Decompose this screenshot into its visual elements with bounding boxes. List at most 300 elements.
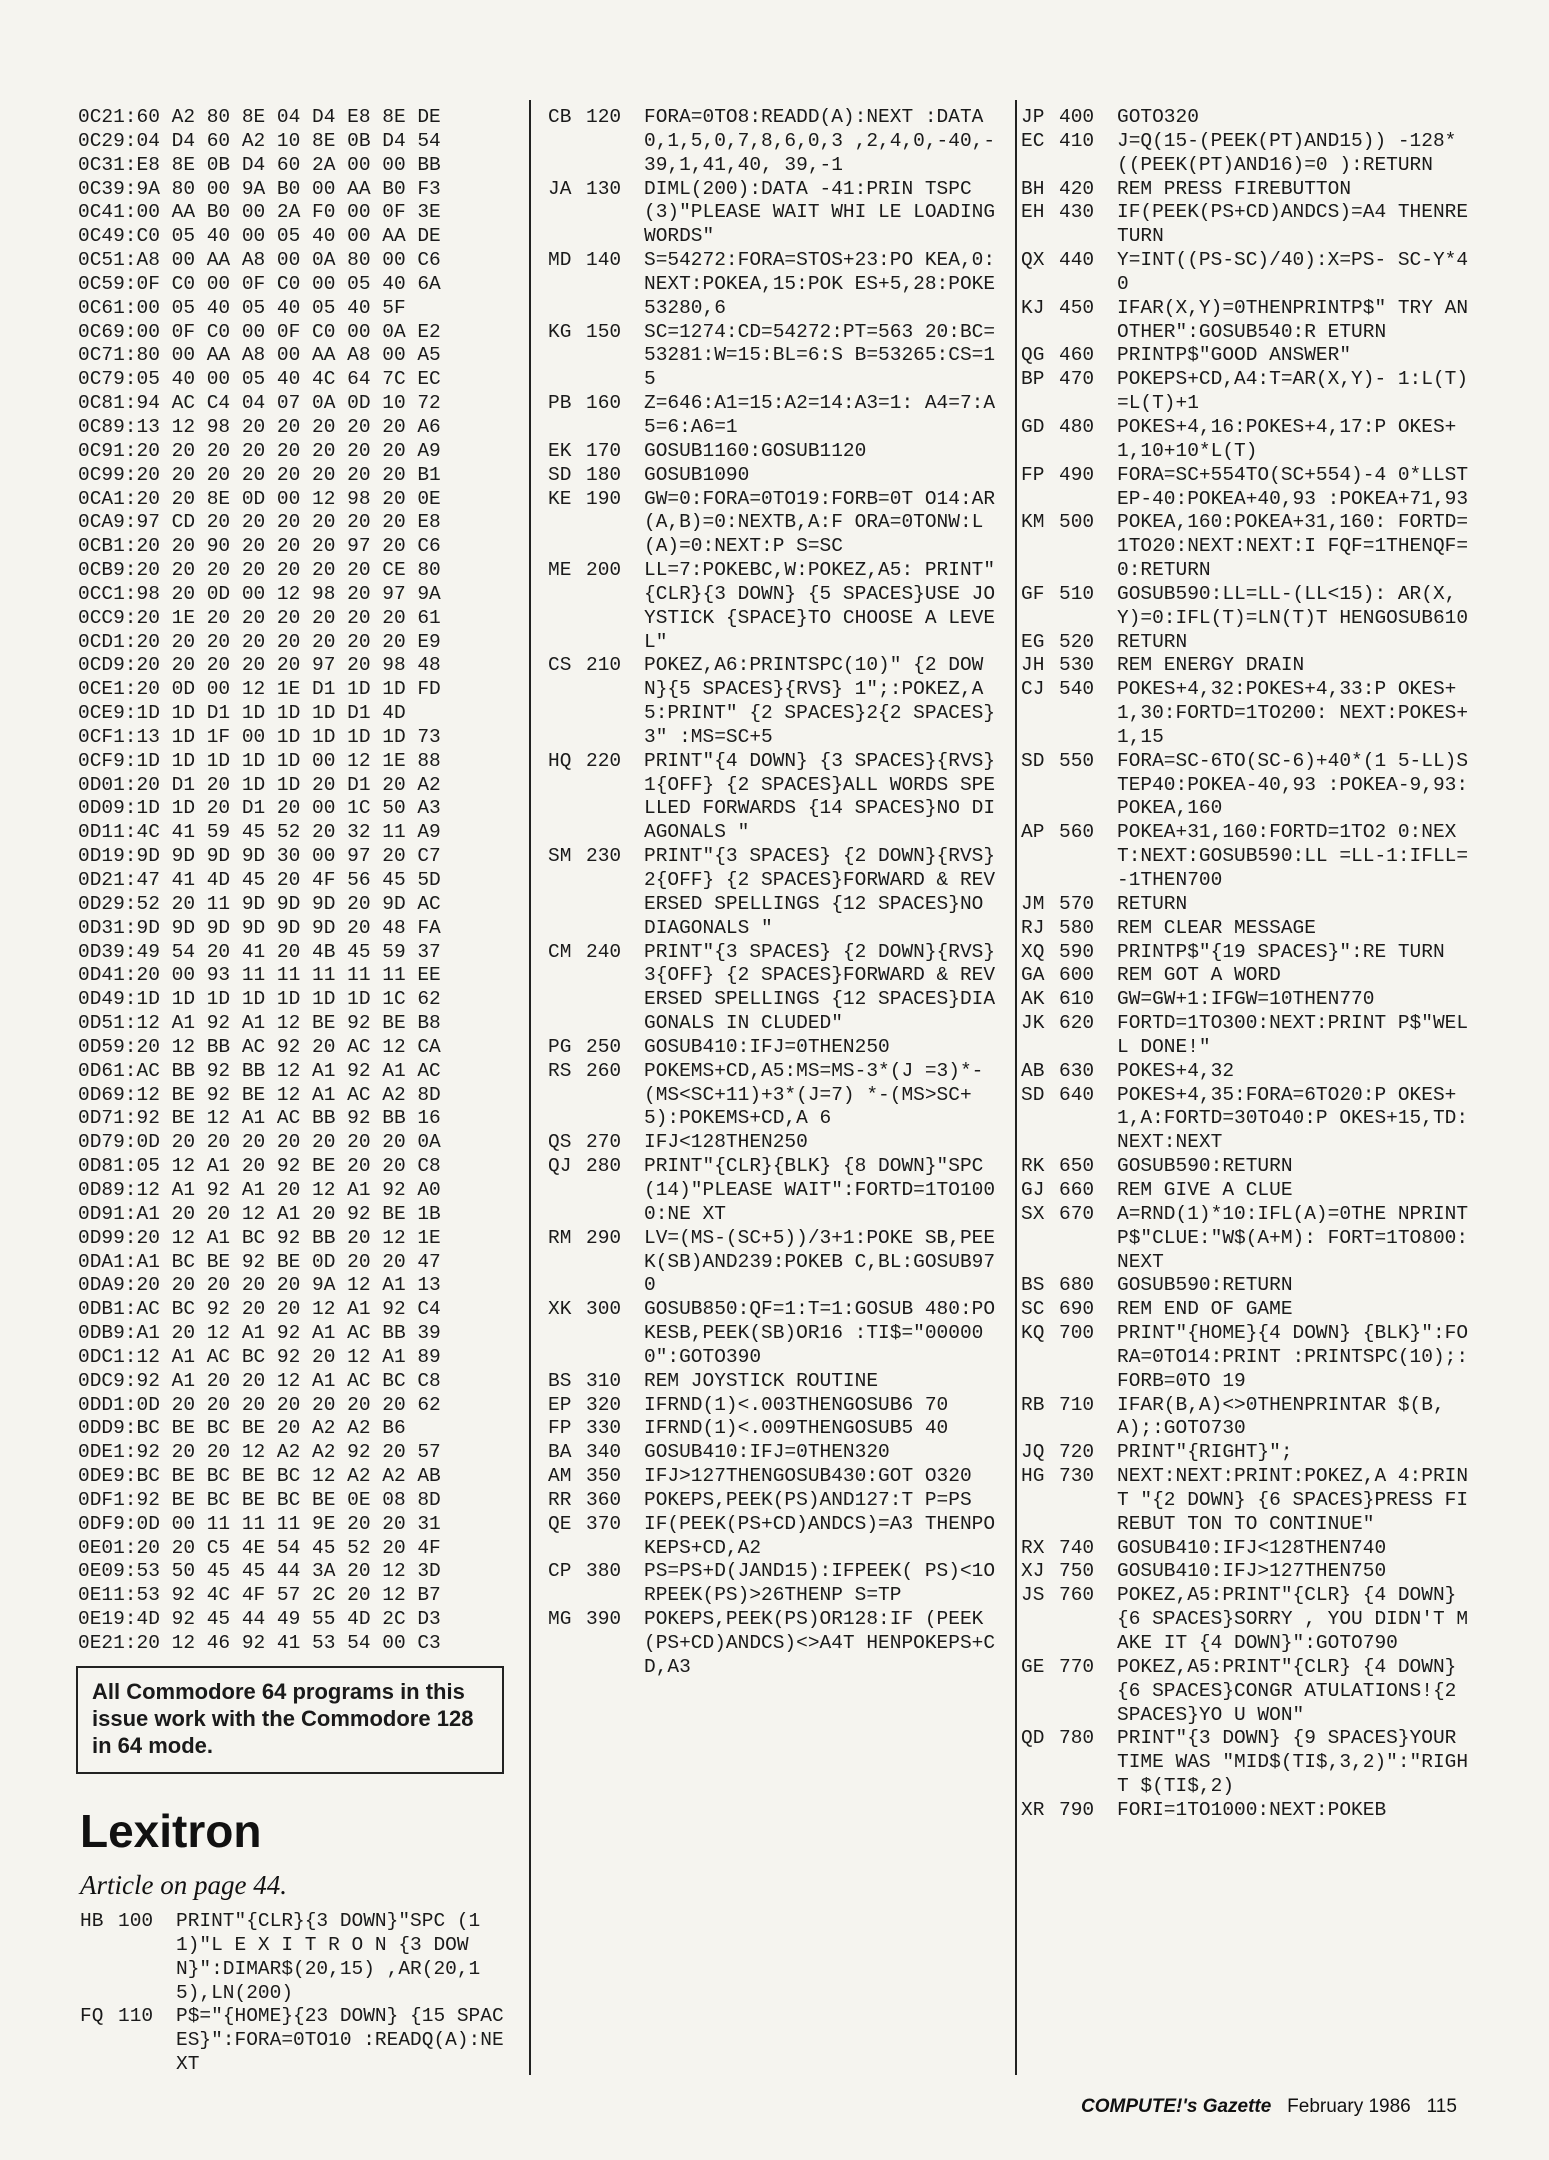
listing-line bbox=[1021, 511, 1476, 583]
line-code: FORA=0TO8:READD(A):NEXT :DATA 0,1,5,0,7,8,6,0,3 ,2,4,0,-40,-39,1,41,40, 39,-1 bbox=[644, 106, 996, 176]
checksum: SM bbox=[548, 845, 572, 868]
line-number: 190 bbox=[586, 487, 622, 510]
hex-dump-line: 0DE1:92 20 20 12 A2 A2 92 20 57 bbox=[78, 1441, 441, 1464]
line-number: 130 bbox=[586, 177, 622, 200]
line-number: 400 bbox=[1059, 106, 1095, 128]
hex-dump-line: 0C59:0F C0 00 0F C0 00 05 40 6A bbox=[78, 272, 441, 295]
line-number: 100 bbox=[118, 1910, 154, 1932]
listing-line bbox=[1021, 678, 1476, 750]
line-code: REM JOYSTICK ROUTINE bbox=[644, 1369, 879, 1392]
line-number: 330 bbox=[586, 1417, 622, 1440]
line-code: FORTD=1TO300:NEXT:PRINT P$"WELL DONE!" bbox=[1117, 1012, 1469, 1058]
listing-line bbox=[1021, 1203, 1476, 1275]
line-number: 570 bbox=[1059, 892, 1095, 915]
checksum: QS bbox=[548, 1131, 572, 1154]
listing-line bbox=[1021, 583, 1476, 631]
line-number: 730 bbox=[1059, 1465, 1095, 1488]
line-number: 750 bbox=[1059, 1560, 1095, 1583]
hex-dump bbox=[78, 106, 513, 1656]
line-number: 440 bbox=[1059, 249, 1095, 272]
hex-dump-line: 0C51:A8 00 AA A8 00 0A 80 00 C6 bbox=[78, 249, 441, 272]
checksum: HQ bbox=[548, 749, 572, 772]
hex-dump-line: 0E21:20 12 46 92 41 53 54 00 C3 bbox=[78, 1632, 441, 1654]
line-code: POKEZ,A6:PRINTSPC(10)" {2 DOWN}{5 SPACES}{RVS} 1";:POKEZ,A5:PRINT" {2 SPACES}2{2 SPACES}3" :MS=SC+5 bbox=[644, 654, 996, 748]
line-number: 780 bbox=[1059, 1727, 1095, 1750]
line-code: POKES+4,16:POKES+4,17:P OKES+1,10+10*L(T) bbox=[1117, 415, 1457, 462]
line-code: IF(PEEK(PS+CD)ANDCS)=A4 THENRETURN bbox=[1117, 201, 1469, 248]
line-code: POKEA+31,160:FORTD=1TO2 0:NEXT:NEXT:GOSUB590:LL =LL-1:IFLL=-1THEN700 bbox=[1117, 821, 1469, 891]
listing-line bbox=[548, 1608, 1000, 1680]
line-code: POKEA,160:POKEA+31,160: FORTD=1TO20:NEXT:NEXT:I FQF=1THENQF=0:RETURN bbox=[1117, 511, 1469, 582]
checksum: JA bbox=[548, 177, 572, 200]
listing-line bbox=[1021, 1727, 1476, 1799]
line-number: 350 bbox=[586, 1465, 622, 1488]
hex-dump-line: 0D91:A1 20 20 12 A1 20 92 BE 1B bbox=[78, 1202, 441, 1225]
line-code: J=Q(15-(PEEK(PT)AND15)) -128*((PEEK(PT)AND16)=0 ):RETURN bbox=[1117, 129, 1457, 176]
hex-dump-line: 0D01:20 D1 20 1D 1D 20 D1 20 A2 bbox=[78, 773, 441, 796]
hex-dump-line: 0C61:00 05 40 05 40 05 40 5F bbox=[78, 296, 406, 319]
hex-dump-line: 0D61:AC BB 92 BB 12 A1 92 A1 AC bbox=[78, 1059, 441, 1082]
hex-dump-line: 0DD1:0D 20 20 20 20 20 20 20 62 bbox=[78, 1393, 441, 1416]
line-number: 380 bbox=[586, 1560, 622, 1583]
hex-dump-line: 0C21:60 A2 80 8E 04 D4 E8 8E DE bbox=[78, 106, 441, 128]
line-number: 490 bbox=[1059, 463, 1095, 486]
line-number: 300 bbox=[586, 1298, 622, 1321]
hex-dump-line: 0E09:53 50 45 45 44 3A 20 12 3D bbox=[78, 1560, 441, 1583]
line-code: POKEZ,A5:PRINT"{CLR} {4 DOWN}{6 SPACES}SORRY , YOU DIDN'T MAKE IT {4 DOWN}":GOTO790 bbox=[1117, 1584, 1469, 1654]
line-number: 690 bbox=[1059, 1298, 1095, 1321]
checksum: XQ bbox=[1021, 940, 1045, 963]
line-code: POKES+4,32:POKES+4,33:P OKES+1,30:FORTD=1TO200: NEXT:POKES+1,15 bbox=[1117, 678, 1469, 748]
line-code: GOSUB410:IFJ=0THEN320 bbox=[644, 1441, 890, 1464]
line-number: 460 bbox=[1059, 344, 1095, 367]
line-code: POKEMS+CD,A5:MS=MS-3*(J =3)*-(MS<SC+11)+3*(J=7) *-(MS>SC+5):POKEMS+CD,A 6 bbox=[644, 1059, 984, 1130]
line-code: GOSUB590:LL=LL-(LL<15): AR(X,Y)=0:IFL(T)=LN(T)T HENGOSUB610 bbox=[1117, 582, 1469, 629]
line-code: GOSUB410:IFJ=0THEN250 bbox=[644, 1035, 890, 1058]
hex-dump-line: 0D79:0D 20 20 20 20 20 20 20 0A bbox=[78, 1131, 441, 1154]
checksum: XR bbox=[1021, 1798, 1045, 1821]
hex-dump-line: 0C31:E8 8E 0B D4 60 2A 00 00 BB bbox=[78, 153, 441, 176]
hex-dump-line: 0DA9:20 20 20 20 20 9A 12 A1 13 bbox=[78, 1274, 441, 1297]
line-number: 160 bbox=[586, 392, 622, 415]
line-number: 230 bbox=[586, 845, 622, 868]
line-code: REM GOT A WORD bbox=[1117, 964, 1281, 987]
line-code: POKEPS,PEEK(PS)OR128:IF (PEEK(PS+CD)ANDCS)<>A4T HENPOKEPS+CD,A3 bbox=[644, 1608, 996, 1678]
checksum: RB bbox=[1021, 1393, 1045, 1416]
hex-dump-line: 0D59:20 12 BB AC 92 20 AC 12 CA bbox=[78, 1035, 441, 1058]
checksum: EP bbox=[548, 1393, 572, 1416]
listing-line bbox=[1021, 1656, 1476, 1728]
line-number: 470 bbox=[1059, 368, 1095, 391]
hex-dump-line: 0C71:80 00 AA A8 00 AA A8 00 A5 bbox=[78, 344, 441, 367]
line-number: 280 bbox=[586, 1155, 622, 1178]
line-number: 260 bbox=[586, 1059, 622, 1082]
hex-dump-line: 0D99:20 12 A1 BC 92 BB 20 12 1E bbox=[78, 1226, 441, 1249]
line-number: 540 bbox=[1059, 678, 1095, 701]
checksum: FQ bbox=[80, 2005, 104, 2028]
line-number: 170 bbox=[586, 439, 622, 462]
listing-line bbox=[1021, 1799, 1476, 1823]
checksum: CM bbox=[548, 940, 572, 963]
checksum: EG bbox=[1021, 630, 1045, 653]
listing-line bbox=[548, 177, 1007, 250]
line-number: 200 bbox=[586, 559, 622, 582]
line-code: GOSUB1160:GOSUB1120 bbox=[644, 439, 867, 462]
line-code: GOTO320 bbox=[1117, 106, 1199, 128]
checksum: MG bbox=[548, 1608, 572, 1631]
listing-line bbox=[1021, 106, 1476, 130]
line-number: 760 bbox=[1059, 1584, 1095, 1607]
listing-line bbox=[548, 654, 1000, 749]
footer-date: February 1986 bbox=[1287, 2096, 1411, 2117]
line-code: REM ENERGY DRAIN bbox=[1117, 654, 1305, 677]
line-number: 150 bbox=[586, 320, 622, 343]
line-code: PRINT"{RIGHT}"; bbox=[1117, 1441, 1293, 1464]
line-number: 410 bbox=[1059, 129, 1095, 152]
listing-line bbox=[1021, 416, 1476, 464]
line-number: 670 bbox=[1059, 1202, 1095, 1225]
checksum: RR bbox=[548, 1488, 572, 1511]
checksum: XJ bbox=[1021, 1560, 1045, 1583]
column-rule-1 bbox=[529, 100, 531, 2075]
checksum: FP bbox=[1021, 463, 1045, 486]
line-number: 310 bbox=[586, 1369, 622, 1392]
hex-dump-line: 0DC1:12 A1 AC BC 92 20 12 A1 89 bbox=[78, 1345, 441, 1368]
hex-dump-line: 0D69:12 BE 92 BE 12 A1 AC A2 8D bbox=[78, 1083, 441, 1106]
hex-dump-line: 0D09:1D 1D 20 D1 20 00 1C 50 A3 bbox=[78, 797, 441, 820]
line-code: LL=7:POKEBC,W:POKEZ,A5: PRINT"{CLR}{3 DOWN} {5 SPACES}USE JOYSTICK {SPACE}TO CHOOSE A LEVE L" bbox=[644, 559, 1007, 653]
line-number: 740 bbox=[1059, 1536, 1095, 1559]
hex-dump-line: 0CD1:20 20 20 20 20 20 20 20 E9 bbox=[78, 630, 441, 653]
checksum: CB bbox=[548, 106, 572, 128]
checksum: PG bbox=[548, 1035, 572, 1058]
line-code: PRINT"{3 SPACES} {2 DOWN}{RVS}2{OFF} {2 SPACES}FORWARD & REV ERSED SPELLINGS {12 SPACES}NO DIAGONALS " bbox=[644, 845, 1007, 939]
line-code: POKEPS,PEEK(PS)AND127:T P=PS bbox=[644, 1488, 972, 1511]
line-code: PRINT"{HOME}{4 DOWN} {BLK}":FORA=0TO14:PRINT :PRINTSPC(10);:FORB=0TO 19 bbox=[1117, 1322, 1469, 1392]
listing-line bbox=[548, 1298, 1000, 1370]
listing-line bbox=[548, 488, 1000, 560]
line-number: 480 bbox=[1059, 415, 1095, 438]
checksum: CP bbox=[548, 1560, 572, 1583]
line-number: 340 bbox=[586, 1441, 622, 1464]
listing-line bbox=[548, 106, 1000, 178]
line-number: 140 bbox=[586, 249, 622, 272]
checksum: HB bbox=[80, 1910, 104, 1932]
line-code: PRINT"{CLR}{3 DOWN}"SPC (11)"L E X I T R O N {3 DOWN}":DIMAR$(20,15) ,AR(20,15),LN(200) bbox=[176, 1910, 481, 2004]
line-number: 560 bbox=[1059, 821, 1095, 844]
checksum: EC bbox=[1021, 129, 1045, 152]
hex-dump-line: 0DE9:BC BE BC BE BC 12 A2 A2 AB bbox=[78, 1465, 441, 1488]
line-code: IFRND(1)<.003THENGOSUB6 70 bbox=[644, 1393, 949, 1416]
line-code: POKEZ,A5:PRINT"{CLR} {4 DOWN}{6 SPACES}CONGR ATULATIONS!{2 SPACES}YO U WON" bbox=[1117, 1655, 1469, 1726]
checksum: RM bbox=[548, 1226, 572, 1249]
line-code: LV=(MS-(SC+5))/3+1:POKE SB,PEEK(SB)AND239:POKEB C,BL:GOSUB970 bbox=[644, 1226, 996, 1297]
hex-dump-line: 0D11:4C 41 59 45 52 20 32 11 A9 bbox=[78, 821, 441, 844]
line-code: FORA=SC+554TO(SC+554)-4 0*LLSTEP-40:POKEA+40,93 :POKEA+71,93 bbox=[1117, 463, 1469, 510]
line-number: 270 bbox=[586, 1131, 622, 1154]
listing-line bbox=[1021, 1584, 1476, 1656]
line-code: POKEPS+CD,A4:T=AR(X,Y)- 1:L(T)=L(T)+1 bbox=[1117, 368, 1469, 415]
line-code: DIML(200):DATA -41:PRIN TSPC(3)"PLEASE WAIT WHI LE LOADING WORDS" bbox=[644, 177, 1007, 248]
compatibility-note: All Commodore 64 programs in this issue work with the Commodore 128 in 64 mode. bbox=[76, 1666, 504, 1774]
listing-line bbox=[548, 440, 1000, 464]
hex-dump-line: 0DA1:A1 BC BE 92 BE 0D 20 20 47 bbox=[78, 1250, 441, 1273]
checksum: JM bbox=[1021, 892, 1045, 915]
listing-line bbox=[1021, 1537, 1476, 1561]
line-code: IFRND(1)<.009THENGOSUB5 40 bbox=[644, 1417, 949, 1440]
listing-line bbox=[1021, 1155, 1476, 1179]
listing-line bbox=[548, 321, 1000, 393]
footer-magazine: COMPUTE!'s Gazette bbox=[1081, 2096, 1272, 2117]
line-code: IFAR(X,Y)=0THENPRINTP$" TRY ANOTHER":GOSUB540:R ETURN bbox=[1117, 296, 1469, 343]
checksum: JK bbox=[1021, 1012, 1045, 1035]
listing-col2 bbox=[548, 106, 1007, 1680]
listing-line bbox=[548, 1417, 1000, 1441]
listing-line bbox=[548, 392, 1000, 440]
checksum: GE bbox=[1021, 1655, 1045, 1678]
line-number: 390 bbox=[586, 1608, 622, 1631]
hex-dump-line: 0CB9:20 20 20 20 20 20 20 CE 80 bbox=[78, 559, 441, 582]
listing-line bbox=[1021, 631, 1476, 655]
listing-line bbox=[1021, 1179, 1476, 1203]
line-number: 720 bbox=[1059, 1441, 1095, 1464]
line-code: GOSUB590:RETURN bbox=[1117, 1155, 1293, 1178]
listing-line bbox=[1021, 1012, 1476, 1060]
listing-line bbox=[548, 1060, 1000, 1132]
line-code: IFAR(B,A)<>0THENPRINTAR $(B,A);:GOTO730 bbox=[1117, 1393, 1445, 1440]
hex-dump-line: 0E01:20 20 C5 4E 54 45 52 20 4F bbox=[78, 1536, 441, 1559]
checksum: AB bbox=[1021, 1059, 1045, 1082]
line-code: REM CLEAR MESSAGE bbox=[1117, 916, 1316, 939]
listing-line bbox=[1021, 750, 1476, 822]
hex-dump-line: 0DC9:92 A1 20 20 12 A1 AC BC C8 bbox=[78, 1369, 441, 1392]
checksum: SX bbox=[1021, 1202, 1045, 1225]
line-code: S=54272:FORA=STOS+23:PO KEA,0:NEXT:POKEA,15:POK ES+5,28:POKE53280,6 bbox=[644, 249, 996, 319]
line-code: PS=PS+D(JAND15):IFPEEK( PS)<1ORPEEK(PS)>26THENP S=TP bbox=[644, 1560, 996, 1607]
hex-dump-line: 0C49:C0 05 40 00 05 40 00 AA DE bbox=[78, 225, 441, 248]
listing-line bbox=[1021, 917, 1476, 941]
listing-col1 bbox=[80, 1910, 510, 2077]
hex-dump-line: 0CB1:20 20 90 20 20 20 97 20 C6 bbox=[78, 535, 441, 558]
listing-line bbox=[1021, 893, 1476, 917]
checksum: AK bbox=[1021, 988, 1045, 1011]
checksum: JS bbox=[1021, 1584, 1045, 1607]
line-code: GOSUB590:RETURN bbox=[1117, 1274, 1293, 1297]
hex-dump-line: 0C39:9A 80 00 9A B0 00 AA B0 F3 bbox=[78, 177, 441, 200]
line-number: 290 bbox=[586, 1226, 622, 1249]
column-rule-2 bbox=[1015, 100, 1017, 2075]
listing-line bbox=[1021, 988, 1476, 1012]
listing-line bbox=[1021, 344, 1476, 368]
listing-line bbox=[1021, 1298, 1476, 1322]
line-number: 770 bbox=[1059, 1655, 1095, 1678]
checksum: RJ bbox=[1021, 916, 1045, 939]
listing-line bbox=[1021, 1394, 1476, 1442]
line-number: 370 bbox=[586, 1512, 622, 1535]
line-code: A=RND(1)*10:IFL(A)=0THE NPRINTP$"CLUE:"W$(A+M): FORT=1TO800:NEXT bbox=[1117, 1202, 1469, 1273]
hex-dump-line: 0C81:94 AC C4 04 07 0A 0D 10 72 bbox=[78, 392, 441, 415]
line-code: IFJ>127THENGOSUB430:GOT O320 bbox=[644, 1465, 972, 1488]
line-number: 210 bbox=[586, 654, 622, 677]
listing-line bbox=[548, 1465, 1000, 1489]
checksum: BH bbox=[1021, 177, 1045, 200]
line-number: 610 bbox=[1059, 988, 1095, 1011]
hex-dump-line: 0D81:05 12 A1 20 92 BE 20 20 C8 bbox=[78, 1155, 441, 1178]
checksum: KE bbox=[548, 487, 572, 510]
checksum: RK bbox=[1021, 1155, 1045, 1178]
line-code: PRINTP$"{19 SPACES}":RE TURN bbox=[1117, 940, 1445, 963]
line-code: IF(PEEK(PS+CD)ANDCS)=A3 THENPOKEPS+CD,A2 bbox=[644, 1512, 996, 1559]
listing-line bbox=[1021, 464, 1476, 512]
listing-line bbox=[1021, 941, 1476, 965]
listing-line bbox=[80, 2005, 510, 2077]
listing-line bbox=[548, 1394, 1000, 1418]
listing-line bbox=[1021, 1322, 1476, 1394]
checksum: QD bbox=[1021, 1727, 1045, 1750]
hex-dump-line: 0CA9:97 CD 20 20 20 20 20 20 E8 bbox=[78, 511, 441, 534]
listing-line bbox=[548, 845, 1007, 940]
line-code: PRINTP$"GOOD ANSWER" bbox=[1117, 344, 1352, 367]
checksum: GA bbox=[1021, 964, 1045, 987]
hex-dump-line: 0D31:9D 9D 9D 9D 9D 9D 20 48 FA bbox=[78, 916, 441, 939]
listing-col3 bbox=[1021, 106, 1476, 1823]
checksum: FP bbox=[548, 1417, 572, 1440]
checksum: KQ bbox=[1021, 1322, 1045, 1345]
line-number: 600 bbox=[1059, 964, 1095, 987]
listing-line bbox=[548, 1489, 1000, 1513]
hex-dump-line: 0D19:9D 9D 9D 9D 30 00 97 20 C7 bbox=[78, 845, 441, 868]
listing-line bbox=[548, 1227, 1000, 1299]
line-code: GOSUB850:QF=1:T=1:GOSUB 480:POKESB,PEEK(SB)OR16 :TI$="000000":GOTO390 bbox=[644, 1298, 996, 1368]
checksum: MD bbox=[548, 249, 572, 272]
checksum: AP bbox=[1021, 821, 1045, 844]
checksum: KM bbox=[1021, 511, 1045, 534]
line-code: P$="{HOME}{23 DOWN} {15 SPACES}":FORA=0TO10 :READQ(A):NEXT bbox=[176, 2005, 504, 2076]
listing-line bbox=[548, 1513, 1000, 1561]
hex-dump-line: 0C91:20 20 20 20 20 20 20 20 A9 bbox=[78, 439, 441, 462]
listing-line bbox=[548, 559, 1007, 654]
line-number: 650 bbox=[1059, 1155, 1095, 1178]
hex-dump-line: 0DB9:A1 20 12 A1 92 A1 AC BB 39 bbox=[78, 1322, 441, 1345]
checksum: GF bbox=[1021, 582, 1045, 605]
line-number: 700 bbox=[1059, 1322, 1095, 1345]
listing-line bbox=[1021, 130, 1476, 178]
checksum: CS bbox=[548, 654, 572, 677]
checksum: RS bbox=[548, 1059, 572, 1082]
line-number: 620 bbox=[1059, 1012, 1095, 1035]
hex-dump-line: 0C69:00 0F C0 00 0F C0 00 0A E2 bbox=[78, 320, 441, 343]
checksum: BS bbox=[1021, 1274, 1045, 1297]
hex-dump-line: 0C41:00 AA B0 00 2A F0 00 0F 3E bbox=[78, 201, 441, 224]
checksum: BP bbox=[1021, 368, 1045, 391]
listing-line bbox=[80, 1910, 510, 2005]
checksum: JQ bbox=[1021, 1441, 1045, 1464]
hex-dump-line: 0CC1:98 20 0D 00 12 98 20 97 9A bbox=[78, 582, 441, 605]
hex-dump-line: 0D41:20 00 93 11 11 11 11 11 EE bbox=[78, 964, 441, 987]
line-code: GW=0:FORA=0TO19:FORB=0T O14:AR(A,B)=0:NEXTB,A:F ORA=0TONW:L(A)=0:NEXT:P S=SC bbox=[644, 487, 996, 558]
listing-line bbox=[1021, 821, 1476, 893]
checksum: PB bbox=[548, 392, 572, 415]
listing-line bbox=[548, 1155, 1000, 1227]
checksum: SD bbox=[1021, 1083, 1045, 1106]
line-number: 550 bbox=[1059, 749, 1095, 772]
line-code: GOSUB1090 bbox=[644, 463, 750, 486]
line-code: FORI=1TO1000:NEXT:POKEB bbox=[1117, 1798, 1387, 1821]
line-code: REM PRESS FIREBUTTON bbox=[1117, 177, 1352, 200]
checksum: KJ bbox=[1021, 296, 1045, 319]
line-code: POKES+4,32 bbox=[1117, 1059, 1235, 1082]
line-number: 710 bbox=[1059, 1393, 1095, 1416]
line-code: Z=646:A1=15:A2=14:A3=1: A4=7:A5=6:A6=1 bbox=[644, 392, 996, 438]
listing-line bbox=[548, 1560, 1000, 1608]
checksum: AM bbox=[548, 1465, 572, 1488]
checksum: QJ bbox=[548, 1155, 572, 1178]
listing-line bbox=[1021, 1441, 1476, 1465]
listing-line bbox=[1021, 1560, 1476, 1584]
line-number: 580 bbox=[1059, 916, 1095, 939]
checksum: CJ bbox=[1021, 678, 1045, 701]
listing-line bbox=[1021, 654, 1476, 678]
line-number: 220 bbox=[586, 749, 622, 772]
checksum: RX bbox=[1021, 1536, 1045, 1559]
listing-line bbox=[1021, 1060, 1476, 1084]
hex-dump-line: 0D71:92 BE 12 A1 AC BB 92 BB 16 bbox=[78, 1107, 441, 1130]
hex-dump-line: 0CD9:20 20 20 20 20 97 20 98 48 bbox=[78, 654, 441, 677]
listing-line bbox=[1021, 1274, 1476, 1298]
line-number: 640 bbox=[1059, 1083, 1095, 1106]
hex-dump-line: 0E11:53 92 4C 4F 57 2C 20 12 B7 bbox=[78, 1584, 441, 1607]
hex-dump-line: 0D29:52 20 11 9D 9D 9D 20 9D AC bbox=[78, 892, 441, 915]
line-number: 630 bbox=[1059, 1059, 1095, 1082]
hex-dump-line: 0E19:4D 92 45 44 49 55 4D 2C D3 bbox=[78, 1608, 441, 1631]
listing-line bbox=[548, 749, 1007, 845]
checksum: KG bbox=[548, 320, 572, 343]
listing-line bbox=[548, 464, 1000, 488]
line-code: REM GIVE A CLUE bbox=[1117, 1178, 1293, 1201]
line-number: 660 bbox=[1059, 1178, 1095, 1201]
line-code: GOSUB410:IFJ<128THEN740 bbox=[1117, 1536, 1387, 1559]
line-code: RETURN bbox=[1117, 892, 1188, 915]
line-code: REM END OF GAME bbox=[1117, 1298, 1293, 1321]
hex-dump-line: 0D89:12 A1 92 A1 20 12 A1 92 A0 bbox=[78, 1178, 441, 1201]
hex-dump-line: 0CE1:20 0D 00 12 1E D1 1D 1D FD bbox=[78, 678, 441, 701]
hex-dump-line: 0DD9:BC BE BC BE 20 A2 A2 B6 bbox=[78, 1417, 406, 1440]
line-code: PRINT"{3 SPACES} {2 DOWN}{RVS}3{OFF} {2 SPACES}FORWARD & REV ERSED SPELLINGS {12 SPACES}DIAGONALS IN CLUDED" bbox=[644, 940, 1007, 1035]
line-number: 320 bbox=[586, 1393, 622, 1416]
line-number: 790 bbox=[1059, 1798, 1095, 1821]
line-code: NEXT:NEXT:PRINT:POKEZ,A 4:PRINT "{2 DOWN} {6 SPACES}PRESS FIREBUT TON TO CONTINUE" bbox=[1117, 1465, 1469, 1535]
checksum: XK bbox=[548, 1298, 572, 1321]
checksum: EH bbox=[1021, 201, 1045, 224]
line-number: 180 bbox=[586, 463, 622, 486]
hex-dump-line: 0DB1:AC BC 92 20 20 12 A1 92 C4 bbox=[78, 1298, 441, 1321]
hex-dump-line: 0CC9:20 1E 20 20 20 20 20 20 61 bbox=[78, 606, 441, 629]
listing-line bbox=[1021, 201, 1476, 249]
listing-line bbox=[1021, 178, 1476, 202]
line-number: 430 bbox=[1059, 201, 1095, 224]
hex-dump-line: 0CF9:1D 1D 1D 1D 1D 00 12 1E 88 bbox=[78, 749, 441, 772]
checksum: BA bbox=[548, 1441, 572, 1464]
checksum: ME bbox=[548, 559, 572, 582]
article-subtitle: Article on page 44. bbox=[80, 1870, 287, 1900]
line-number: 250 bbox=[586, 1035, 622, 1058]
checksum: SD bbox=[1021, 749, 1045, 772]
checksum: HG bbox=[1021, 1465, 1045, 1488]
checksum: SD bbox=[548, 463, 572, 486]
listing-line bbox=[548, 1036, 1000, 1060]
listing-line bbox=[548, 1131, 1000, 1155]
listing-line bbox=[1021, 964, 1476, 988]
